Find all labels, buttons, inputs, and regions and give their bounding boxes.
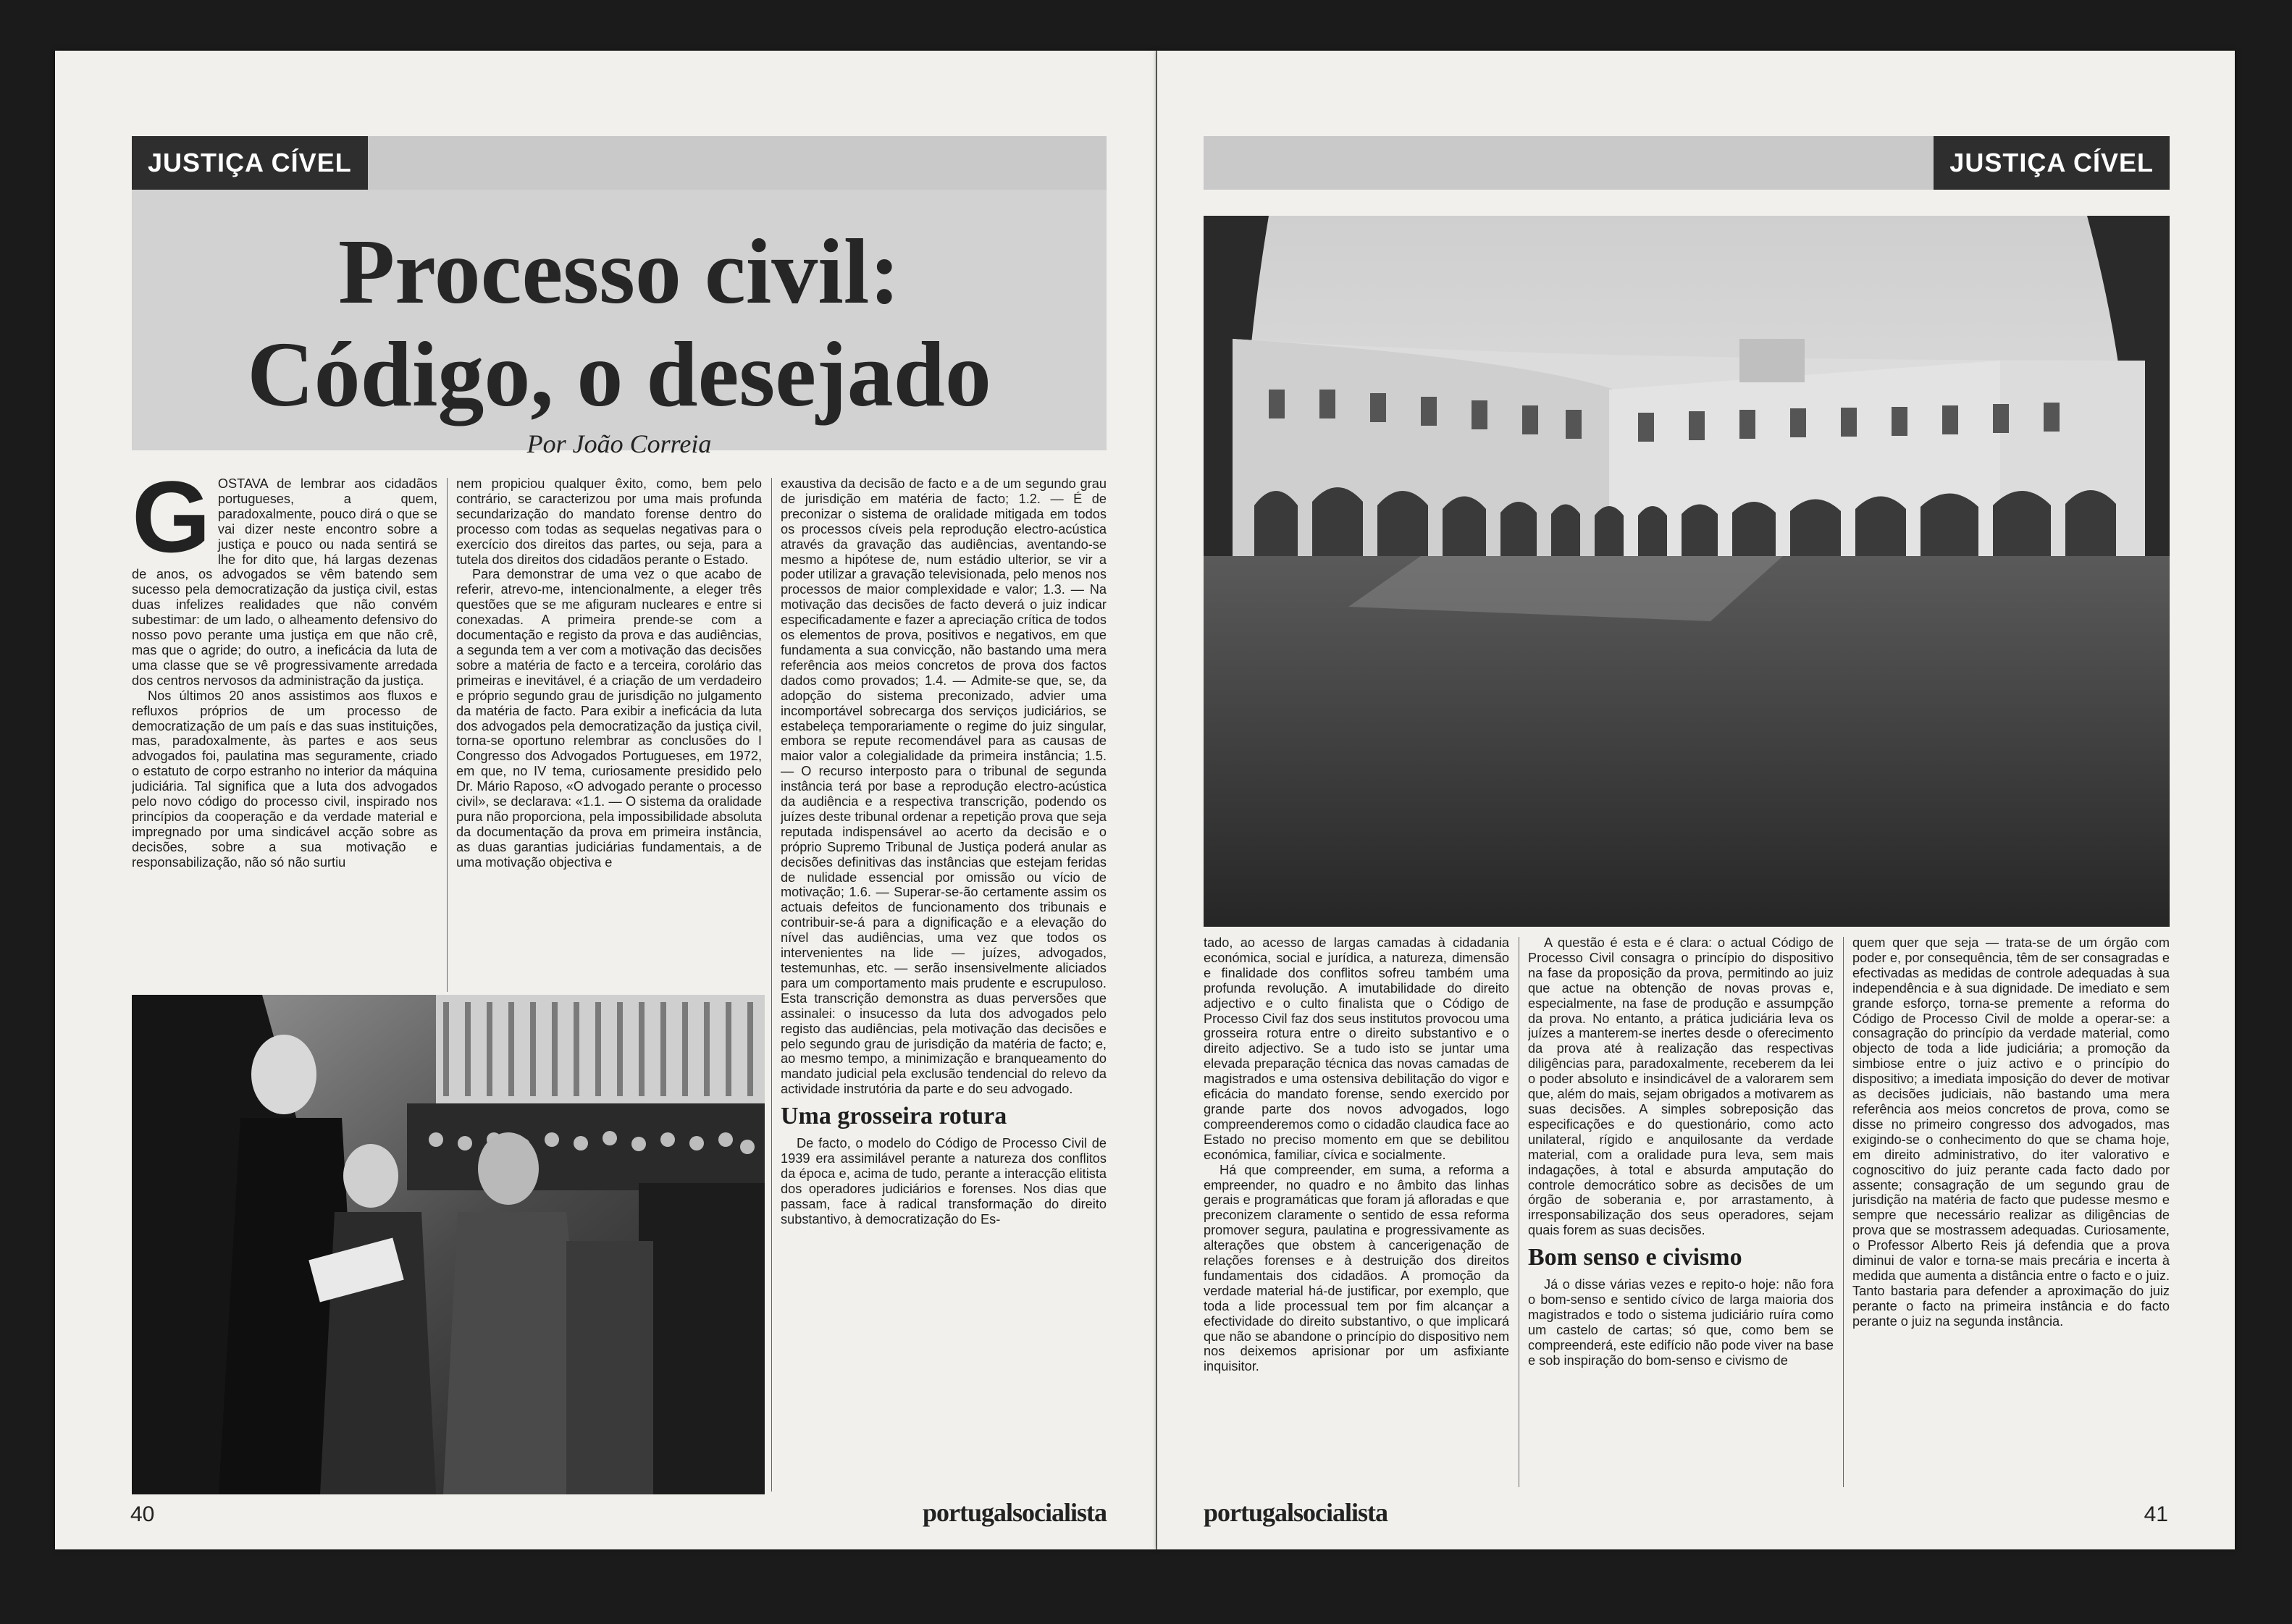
column-body-after <box>1528 1277 1834 1368</box>
drop-cap: G <box>132 476 211 573</box>
article-title-line1: Processo civil: <box>337 220 901 323</box>
column-body-after <box>781 1136 1107 1227</box>
text-column-5 <box>1528 935 1834 1493</box>
subheading: Uma grosseira rotura <box>781 1103 1007 1130</box>
text-column-2 <box>456 476 762 998</box>
paragraph: nem propiciou qualquer êxito, como, bem pelo contrário, se caracterizou por uma mais profunda secundarização do mandato forense dentro do processo com todas as sequelas negativas para o exercício dos direitos das partes, ou seja, para a tutela dos direitos dos cidadãos perante o Estado. <box>456 476 762 567</box>
paragraph: De facto, o modelo do Código de Processo Civil de 1939 era assimilável perante a natureza dos conflitos da época e, acima de tudo, perante a interacção elitista dos operadores judiciários e forenses. Nos dias que passam, face à radical transformação do direito substantivo, à democratização do Es- <box>781 1136 1107 1227</box>
column-rule <box>771 478 772 1492</box>
column-rule <box>1843 937 1844 1487</box>
paragraph: quem quer que seja — trata-se de um órgão com poder e, por consequência, têm de ser consagradas e efectivadas as medidas de controle adequadas à sua independência e à sua dignidade. De imediato e sem grande esforço, torna-se premente a reforma do Código de Processo Civil de molde a operar-se: a consagração do princípio da verdade material, como objecto de toda a lide judiciária; a promoção da simbiose entre o juiz activo e o princípio do dispositivo; a imediata imposição do dever de motivar as decisões judiciais, não bastando uma mera referência aos meios concretos de prova, como se disse no primeiro congresso dos advogados, mas exigindo-se o conhecimento do que se chama hoje, em direito administrativo, do iter valorativo e cognoscitivo do juiz perante cada facto dado por assente; consagração de um segundo grau de jurisdição na matéria de facto que pudesse mesmo e sempre que necessário realizar as diligências de prova que se mostrassem adequadas. Curiosamente, o Professor Alberto Reis já defendia que a prova diminui de valor e torna-se mais precária e incerta à medida que aumenta a distância entre o facto e o juiz. Tanto bastaria para defender a aproximação do juiz perante o facto na primeira instância e do facto perante o juiz na segunda instância. <box>1852 935 2170 1329</box>
paragraph: OSTAVA de lembrar aos cidadãos portugueses, a quem, paradoxalmente, pouco dirá o que se vai dizer neste encontro sobre a justiça e pouco ou nada sentirá se lhe for dito que, há largas dezenas de anos, os advogados se vêm batendo sem sucesso pela democratização da justiça civil, estas duas infelizes realidades que não convém subestimar: de um lado, o alheamento defensivo do nosso povo perante uma justiça em que não crê, mas que o agride; do outro, a ineficácia da luta de uma classe que se vê progressivamente arredada dos centros nervosos da administração da justiça. <box>132 476 437 688</box>
section-label: JUSTIÇA CÍVEL <box>1934 136 2170 190</box>
courtroom-photo <box>132 995 765 1494</box>
article-title-line2: Código, o desejado <box>247 323 991 426</box>
section-label: JUSTIÇA CÍVEL <box>132 136 368 190</box>
column-rule <box>447 478 448 992</box>
courtyard-photo <box>1204 216 2170 927</box>
column-body <box>781 476 1107 1097</box>
text-column-1 <box>132 476 437 998</box>
paragraph: Para demonstrar de uma vez o que acabo de referir, atrevo-me, intencionalmente, a eleger três questões que se me afiguram nucleares e entre si conexadas. A primeira prende-se com a documentação e registo da prova e das audiências, a segunda tem a ver com a motivação das decisões sobre a matéria de facto e a terceira, corolário das primeiras e inevitável, é a criação de um verdadeiro e próprio segundo grau de jurisdição no julgamento da matéria de facto. Para exibir a ineficácia da luta dos advogados pela democratização da justiça civil, torna-se oportuno relembrar as conclusões do I Congresso dos Advogados Portugueses, em 1972, em que, no IV tema, curiosamente presidido pelo Dr. Mário Raposo, «O advogado perante o processo civil», se declarava: «1.1. — O sistema da oralidade pura não proporciona, pela impossibilidade absoluta da documentação da prova em primeira instância, as duas garantias judiciárias fundamentais, a de uma motivação objectiva e <box>456 567 762 870</box>
courtyard-photo-image <box>1204 216 2170 927</box>
paragraph: Há que compreender, em suma, a reforma a empreender, no quadro e no âmbito das linhas gerais e programáticas que foram já afloradas e que preconizem claramente o sentido de essa reforma promover segura, paulatina e progressivamente as alterações que obstem à cancerigenação de relações forenses e à destruição dos direitos fundamentais dos cidadãos. A promoção da verdade material há-de justificar, por exemplo, que toda a lide processual tem por fim alcançar a efectividade do direito substantivo, o que implicará que não se abandone o princípio do dispositivo nem nos deixemos aprisionar por um asfixiante inquisitor. <box>1204 1162 1509 1374</box>
right-page <box>1157 51 2235 1549</box>
column-body <box>1204 935 1509 1374</box>
text-column-3 <box>781 476 1107 1490</box>
column-body <box>1528 935 1834 1238</box>
paragraph: exaustiva da decisão de facto e a de um segundo grau de jurisdição em matéria de facto; 1.2. — É de preconizar o sistema de oralidade mitigada em todos os processos cíveis pela reprodução electro-acústica através da gravação das audiências, aventando-se mesmo a hipótese de, num estádio ulterior, se vir a poder utilizar a gravação televisionada, pelo menos nos processos de maior complexidade e valor; 1.3. — Na motivação das decisões de facto deverá o juiz indicar especificadamente e fazer a apreciação crítica de todos os elementos de prova, positivos e negativos, em que fundamenta a sua convicção, não bastando uma mera referência aos meios concretos de prova dos factos dados como provados; 1.4. — Admite-se que, se, da adopção do sistema preconizado, advier uma incomportável sobrecarga dos serviços judiciários, se estabeleça temporariamente o regime do juiz singular, embora se repute recomendável para as causas de maior valor a colegialidade da primeira instância; 1.5. — O recurso interposto para o tribunal de segunda instância terá por base a reprodução electro-acústica da audiência e a respectiva transcrição, podendo os juízes deste tribunal ordenar a repetição prova que seja reputada indispensável ao acerto da decisão e o próprio Supremo Tribunal de Justiça poderá anular as decisões definitivas das instâncias que estejam feridas de nulidade essencial por omissão ou vício de motivação; 1.6. — Superar-se-ão certamente assim os actuais defeitos de funcionamento dos tribunais e contribuir-se-á para a dignificação e a elevação do nível das audiências, uma vez que todos os intervenientes na lide — juízes, advogados, testemunhas, etc. — serão insensivelmente aliciados para um comportamento mais prudente e escrupuloso. Esta transcrição demonstra as duas perversões que assinalei: o insucesso da luta dos advogados pelo registo das audiências, pela motivação das decisões e pelo segundo grau de jurisdição da matéria de facto; e, ao mesmo tempo, a minimização e branqueamento do mandato judicial pela exclusão tendencial do relevo da actividade instrutória da parte e do seu advogado. <box>781 476 1107 1097</box>
text-column-4 <box>1204 935 1509 1493</box>
masthead-left: portugalsocialista <box>922 1498 1107 1527</box>
masthead-right: portugalsocialista <box>1204 1498 1388 1527</box>
subheading: Bom senso e civismo <box>1528 1244 1742 1271</box>
page-number-right: 41 <box>2144 1502 2168 1526</box>
paragraph: Já o disse várias vezes e repito-o hoje: não fora o bom-senso e sentido cívico de larga maioria dos magistrados e todo o sistema judiciário ruíra como um castelo de cartas; só que, como bem se compreenderá, este edifício não pode viver na base e sob inspiração do bom-senso e civismo de <box>1528 1277 1834 1368</box>
column-body <box>456 476 762 870</box>
courtroom-photo-image <box>132 995 765 1494</box>
text-column-6 <box>1852 935 2170 1493</box>
column-body <box>1852 935 2170 1329</box>
paragraph: A questão é esta e é clara: o actual Código de Processo Civil consagra o princípio do dispositivo na fase da proposição da prova, permitindo ao juiz que actue na obtenção de novas provas e, especialmente, na fase de produção e assumpção da prova. No entanto, a prática judiciária leva os juízes a manterem-se inertes desde o oferecimento da prova até à realização das respectivas diligências para, paradoxalmente, receberem da lei o poder absoluto e insindicável de a valorarem sem que, além do mais, sejam obrigados a motivarem as suas decisões. A simples sobreposição das especificações e do questionário, como acto unilateral, rígido e anquilosante da verdade material, com a oralidade pura leva, sem mais indagações, à total e absurda amputação do controle democrático sobre as decisões de um órgão de soberania e, por arrastamento, à irresponsabilização dos seus operadores, sejam quais forem as suas decisões. <box>1528 935 1834 1238</box>
section-band <box>132 136 1107 190</box>
page-number-left: 40 <box>130 1502 155 1526</box>
paragraph: tado, ao acesso de largas camadas à cidadania económica, social e jurídica, a natureza, dimensão e finalidade dos conflitos sofreu também uma profunda revolução. A imutabilidade do direito adjectivo e o culto finalista que o Código de Processo Civil faz dos seus institutos provocou uma grosseira rotura entre o direito substantivo e o direito adjectivo. Se a tudo isto se juntar uma elevada preparação técnica das novas camadas de magistrados e uma ostensiva debilitação do vigor e eficácia do mandato forense, sendo exercido por grande parte dos novos advogados, logo compreenderemos como o cidadão claudica face ao Estado no preciso momento em que se debilitou económica, familiar, cívica e socialmente. <box>1204 935 1509 1162</box>
paragraph: Nos últimos 20 anos assistimos aos fluxos e refluxos próprios de um processo de democratização de um país e das suas instituições, mas, paradoxalmente, às partes e aos seus advogados foi, paulatina mas seguramente, criado o estatuto de corpo estranho no interior da máquina judiciária. Tal significa que a luta dos advogados pelo novo código do processo civil, inspirado nos princípios da cooperação e da verdade material e impregnado por uma sindicável acção sobre as decisões, sobre a sua motivação e responsabilização, não só não surtiu <box>132 688 437 870</box>
left-page <box>55 51 1156 1549</box>
section-band <box>1204 136 2170 190</box>
byline: Por João Correia <box>526 429 712 458</box>
